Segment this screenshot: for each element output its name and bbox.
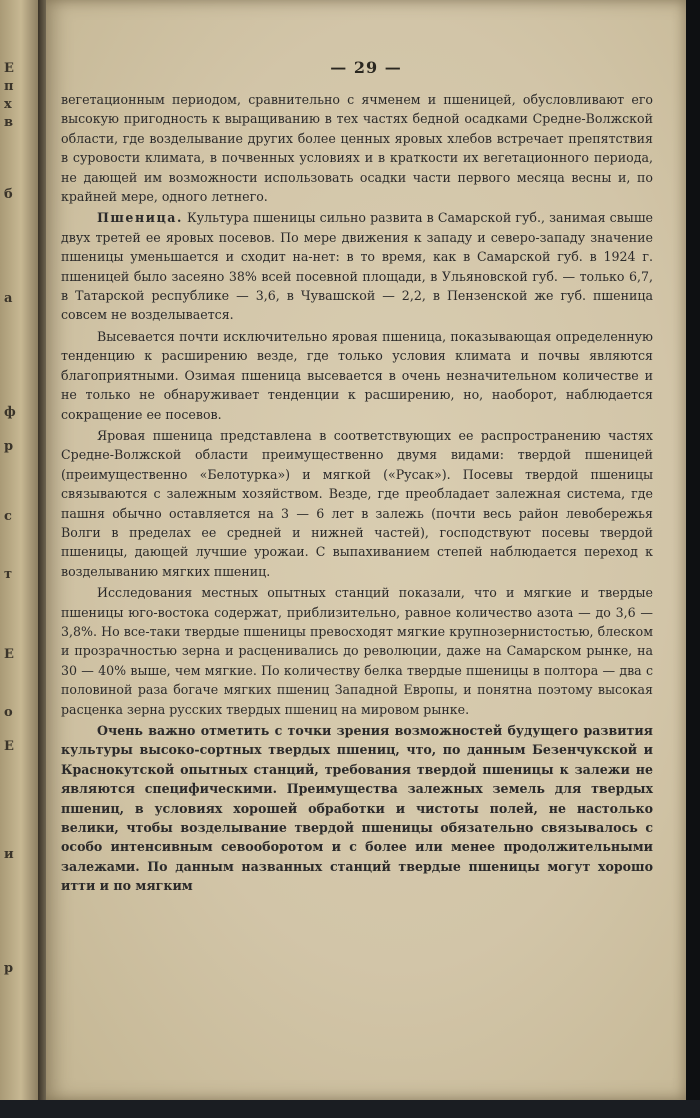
left-page-fragment: Е: [4, 739, 14, 754]
book-page: [46, 0, 686, 1100]
left-page-fragment: о: [4, 705, 13, 720]
left-page-edge: [0, 0, 38, 1118]
left-page-fragment: с: [4, 509, 12, 524]
left-page-fragment: р: [4, 961, 14, 976]
book-gutter: [38, 0, 46, 1118]
paragraph-wheat-intro: [61, 208, 653, 324]
paragraph-spring-wheat: Высевается почти исключительно яровая пшеница, показывающая определенную тенденцию к расширению везде, где только условия климата и почвы являются благоприятными. Озимая пшеница высевается в очень незначительном количестве и не только не обнаруживает тенденции к расширению, но, наоборот, наблюдается сокращение ее посевов.: [61, 328, 653, 422]
paragraph-oats-continuation: вегетационным периодом, сравнительно с ячменем и пшеницей, обусловливают его высокую пригодность к выращиванию в тех частях бедной осадками Средне-Волжской области, где возделывание других более ценных яровых хлебов встречает препятствия в суровости климата, в почвенных условиях и в краткости их вегетационного периода, не дающей им возможности использовать осадки части первого месяца весны и, по крайней мере, одного летнего.: [61, 92, 653, 205]
left-page-fragment: х: [4, 97, 12, 112]
page-body: [61, 90, 653, 896]
section-title-wheat: Пшеница.: [97, 210, 183, 226]
left-page-fragment: т: [4, 567, 13, 582]
paragraph-durum-prospects: Очень важно отметить с точки зрения возможностей будущего развития культуры высоко-сортных твердых пшениц, что, по данным Безенчукской и Краснокутской опытных станций, требования твердой пшеницы к залежи не являются специфическими. Преимущества залежных земель для твердых пшениц, в условиях хорошей обработки и чистоты полей, не настолько велики, чтобы возделывание твердой пшеницы обязательно связывалось с особо интенсивным севооборотом и с более или менее продолжительными залежами. По данным названных станций твердые пшеницы могут хорошо итти и по мягким: [61, 723, 653, 894]
paragraph-wheat-intro-text: Культура пшеницы сильно развита в Самарской губ., занимая свыше двух третей ее яровых посевов. По мере движения к западу и северо-западу значение пшеницы уменьшается и сходит на-нет: в то время, как в Самарской губ. в 1924 г. пшеницей было засеяно 38% всей посевной площади, в Ульяновской губ. — только 6,7, в Татарской республике — 3,6, в Чувашской — 2,2, в Пензенской же губ. пшеница совсем не возделывается.: [61, 210, 653, 323]
left-page-fragment: р: [4, 439, 14, 454]
left-page-fragment: Е: [4, 647, 14, 662]
left-page-fragment: в: [4, 115, 14, 130]
left-page-fragment: и: [4, 847, 14, 862]
left-page-fragment: Е: [4, 61, 14, 76]
left-page-fragment: а: [4, 291, 13, 306]
paragraph-wheat-varieties: Яровая пшеница представлена в соответствующих ее распространению частях Средне-Волжской области преимущественно двумя видами: твердой пшеницей (преимущественно «Белотурка») и мягкой («Русак»). Посевы твердой пшеницы связываются с залежным хозяйством. Везде, где преобладает залежная система, где пашня обычно оставляется на 3 — 6 лет в залежь (почти весь район левобережья Волги в пределах ее средней и нижней частей), господствуют посевы твердой пшеницы, дающей лучшие урожаи. С выпахиванием степей наблюдается переход к возделыванию мягких пшениц.: [61, 427, 653, 579]
paragraph-experimental-stations: Исследования местных опытных станций показали, что и мягкие и твердые пшеницы юго-востока содержат, приблизительно, равное количество азота — до 3,6 — 3,8%. Но все-таки твердые пшеницы превосходят мягкие крупнозернистостью, блеском и прозрачностью зерна и расценивались до революции, даже на Самарском рынке, на 30 — 40% выше, чем мягкие. По количеству белка твердые пшеницы в полтора — два с половиной раза богаче мягких пшениц Западной Европы, и понятна поэтому высокая расценка зерна русских твердых пшениц на мировом рынке.: [61, 585, 653, 717]
left-page-fragment: ф: [4, 405, 16, 420]
left-page-fragment: б: [4, 187, 13, 202]
background-bottom: [0, 1100, 700, 1118]
background-right: [686, 0, 700, 1118]
page-number: — 29 —: [330, 58, 402, 77]
left-page-fragment: п: [4, 79, 14, 94]
